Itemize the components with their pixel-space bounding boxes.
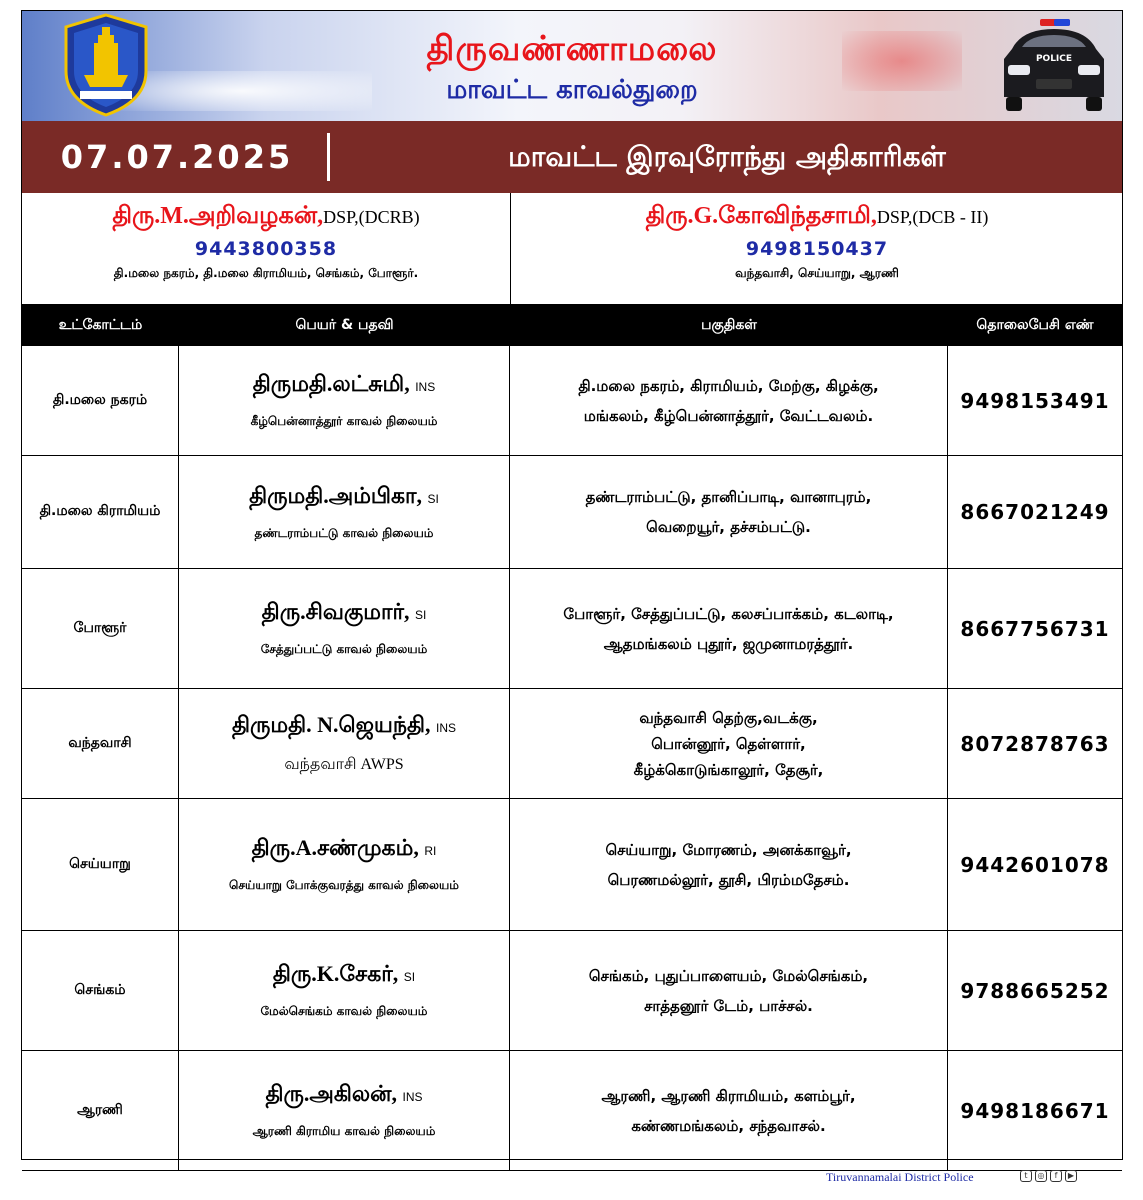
table-header — [22, 304, 1122, 346]
officer-rank: INS — [436, 721, 457, 735]
division-cell: செங்கம் — [22, 931, 179, 1050]
phone-cell: 8667756731 — [960, 616, 1110, 641]
phone-cell: 8667021249 — [960, 500, 1110, 524]
division-cell: ஆரணி — [22, 1051, 179, 1170]
officer-rank: INS — [415, 380, 436, 394]
officer-rank: RI — [424, 844, 437, 858]
phone-cell: 9498153491 — [960, 388, 1110, 413]
areas-line: தி.மலை நகரம், கிராமியம், மேற்கு, கிழக்கு, — [578, 376, 879, 395]
officer-rank: SI — [403, 970, 416, 984]
areas-cell — [510, 799, 948, 930]
areas-cell — [510, 456, 948, 568]
dsp-phone: 9443800358 — [194, 238, 338, 260]
officer-name: திரு.K.சேகர், — [272, 961, 399, 986]
dsp-areas: வந்தவாசி, செய்யாறு, ஆரணி — [735, 266, 899, 280]
dsp-phone: 9498150437 — [745, 238, 889, 260]
dsp-name: திரு.M.அறிவழகன், — [112, 203, 324, 229]
officer-station: சேத்துப்பட்டு காவல் நிலையம் — [260, 642, 428, 656]
areas-line: பொன்னூர், தெள்ளார், — [651, 734, 806, 753]
areas-line: ஆதமங்கலம் புதூர், ஜமுனாமரத்தூர். — [603, 634, 854, 653]
officer-cell — [179, 799, 510, 930]
officer-name: திருமதி. N.ஜெயந்தி, — [231, 712, 431, 737]
dsp-post: DSP,(DCB - II) — [876, 207, 989, 227]
dsp-name: திரு.G.கோவிந்தசாமி, — [645, 203, 877, 229]
officer-station: தண்டராம்பட்டு காவல் நிலையம் — [254, 525, 434, 540]
areas-line: பெரணமல்லூர், தூசி, பிரம்மதேசம். — [607, 870, 850, 889]
phone-cell: 9788665252 — [960, 978, 1110, 1003]
table-row — [22, 456, 1122, 569]
dsp-block-1 — [22, 193, 511, 304]
table-row — [22, 799, 1122, 931]
officer-name: திருமதி.லட்சுமி, — [252, 371, 410, 396]
areas-line: ஆரணி, ஆரணி கிராமியம், களம்பூர், — [601, 1086, 856, 1105]
police-car-icon — [992, 15, 1116, 115]
areas-cell — [510, 346, 948, 455]
table-row — [22, 689, 1122, 799]
notice-sheet — [21, 10, 1123, 1160]
dsp-block-2 — [512, 193, 1122, 304]
col-header-areas: பகுதிகள் — [701, 317, 757, 333]
officer-cell — [179, 931, 510, 1050]
twitter-icon[interactable]: t — [1020, 1170, 1032, 1182]
table-row — [22, 569, 1122, 689]
areas-line: வெறையூர், தச்சம்பட்டு. — [646, 518, 811, 536]
areas-line: கண்ணமங்கலம், சந்தவாசல். — [631, 1116, 826, 1135]
table-row — [22, 1051, 1122, 1171]
officer-cell — [179, 346, 510, 455]
col-header-division: உட்கோட்டம் — [58, 317, 143, 333]
facebook-icon[interactable]: f — [1050, 1170, 1062, 1182]
phone-cell: 8072878763 — [960, 731, 1110, 756]
division-cell: தி.மலை கிராமியம் — [22, 456, 179, 568]
officer-cell — [179, 689, 510, 798]
officer-station: ஆரணி கிராமிய காவல் நிலையம் — [252, 1124, 436, 1138]
officer-rank: SI — [427, 491, 439, 506]
officer-rank: INS — [402, 1090, 423, 1104]
date-bar — [22, 121, 1122, 193]
dsp-areas: தி.மலை நகரம், தி.மலை கிராமியம், செங்கம், போளூர். — [113, 266, 419, 280]
areas-line: செங்கம், புதுப்பாளையம், மேல்செங்கம், — [588, 966, 869, 985]
areas-cell — [510, 1051, 948, 1170]
officer-name: திருமதி.அம்பிகா, — [249, 482, 423, 508]
areas-line: சாத்தனூர் டேம், பாச்சல். — [644, 996, 813, 1015]
section-heading: மாவட்ட இரவுரோந்து அதிகாரிகள் — [508, 140, 946, 173]
table-row — [22, 346, 1122, 456]
areas-line: போளூர், சேத்துப்பட்டு, கலசப்பாக்கம், கடலாடி, — [563, 604, 894, 623]
officer-station: கீழ்பென்னாத்தூர் காவல் நிலையம் — [250, 414, 438, 428]
areas-line: கீழ்க்கொடுங்காலூர், தேசூர், — [633, 760, 824, 779]
footer-credit: Tiruvannamalai District Police — [826, 1170, 974, 1184]
divider — [327, 133, 330, 181]
officer-name: திரு.A.சண்முகம், — [251, 835, 419, 860]
division-cell: செய்யாறு — [22, 799, 179, 930]
areas-line: செய்யாறு, மோரணம், அனக்காவூர், — [605, 840, 852, 859]
officer-station: செய்யாறு போக்குவரத்து காவல் நிலையம் — [229, 878, 459, 892]
officer-station: மேல்செங்கம் காவல் நிலையம் — [260, 1004, 428, 1018]
instagram-icon[interactable]: ◎ — [1035, 1170, 1047, 1182]
areas-line: வந்தவாசி தெற்கு,வடக்கு, — [639, 708, 818, 727]
officer-rank: SI — [414, 608, 427, 622]
division-cell: தி.மலை நகரம் — [22, 346, 179, 455]
phone-cell: 9442601078 — [960, 852, 1110, 877]
officer-cell — [179, 569, 510, 688]
areas-cell — [510, 569, 948, 688]
table-row — [22, 931, 1122, 1051]
social-links — [1020, 1170, 1077, 1184]
officer-name: திரு.அகிலன், — [265, 1081, 397, 1106]
division-cell: வந்தவாசி — [22, 689, 179, 798]
page-subtitle: மாவட்ட காவல்துறை — [446, 75, 698, 105]
officer-station: வந்தவாசி AWPS — [284, 756, 404, 773]
officer-cell — [179, 1051, 510, 1170]
areas-line: தண்டராம்பட்டு, தானிப்பாடி, வானாபுரம், — [585, 488, 872, 506]
duty-date: 07.07.2025 — [60, 138, 294, 176]
areas-cell — [510, 931, 948, 1050]
officer-cell — [179, 456, 510, 568]
col-header-name: பெயர் & பதவி — [295, 317, 394, 333]
division-cell: போளூர் — [22, 569, 179, 688]
page-title: திருவண்ணாமலை — [426, 29, 718, 69]
phone-cell: 9498186671 — [960, 1098, 1110, 1123]
car-label: POLICE — [1035, 54, 1073, 64]
officer-name: திரு.சிவகுமார், — [261, 599, 410, 624]
dsp-post: DSP,(DCRB) — [323, 207, 420, 227]
header-banner — [22, 11, 1122, 121]
youtube-icon[interactable]: ▶ — [1065, 1170, 1077, 1182]
areas-line: மங்கலம், கீழ்பென்னாத்தூர், வேட்டவலம். — [583, 406, 874, 425]
col-header-phone: தொலைபேசி எண் — [976, 317, 1094, 333]
areas-cell — [510, 689, 948, 798]
